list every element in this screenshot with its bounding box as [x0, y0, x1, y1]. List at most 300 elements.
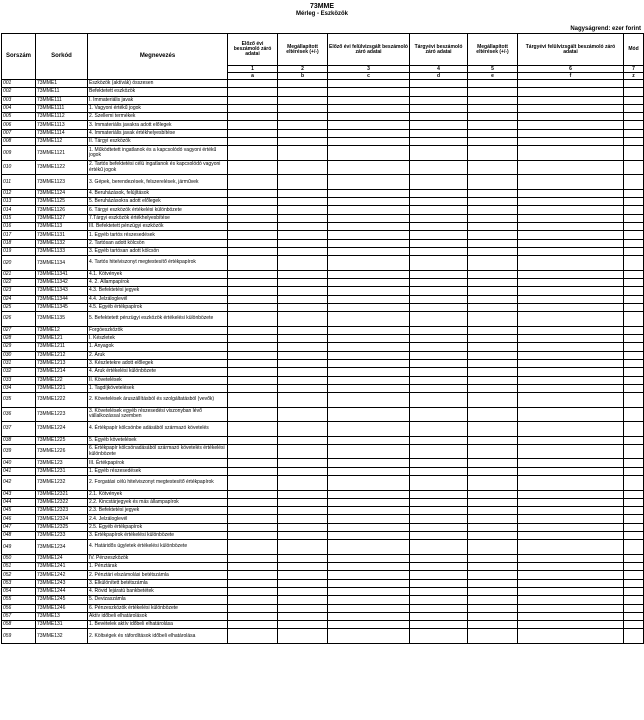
value-cell-col-4[interactable] [410, 96, 468, 104]
value-cell-col-5[interactable] [468, 621, 518, 629]
value-cell-col-5[interactable] [468, 563, 518, 571]
value-cell-col-6[interactable] [518, 376, 624, 384]
value-cell-col-3[interactable] [328, 571, 410, 579]
value-cell-col-1[interactable] [228, 368, 278, 376]
value-cell-col-4[interactable] [410, 270, 468, 278]
value-cell-col-4[interactable] [410, 587, 468, 595]
value-cell-col-4[interactable] [410, 239, 468, 247]
value-cell-col-5[interactable] [468, 422, 518, 437]
value-cell-col-4[interactable] [410, 498, 468, 506]
value-cell-col-4[interactable] [410, 121, 468, 129]
value-cell-col-3[interactable] [328, 223, 410, 231]
value-cell-col-2[interactable] [278, 198, 328, 206]
value-cell-col-2[interactable] [278, 239, 328, 247]
value-cell-col-5[interactable] [468, 223, 518, 231]
value-cell-col-7[interactable] [624, 295, 644, 303]
value-cell-col-3[interactable] [328, 563, 410, 571]
value-cell-col-3[interactable] [328, 523, 410, 531]
value-cell-col-4[interactable] [410, 295, 468, 303]
value-cell-col-6[interactable] [518, 287, 624, 295]
value-cell-col-4[interactable] [410, 604, 468, 612]
value-cell-col-5[interactable] [468, 88, 518, 96]
value-cell-col-5[interactable] [468, 629, 518, 644]
value-cell-col-2[interactable] [278, 231, 328, 239]
value-cell-col-3[interactable] [328, 476, 410, 491]
value-cell-col-6[interactable] [518, 146, 624, 161]
value-cell-col-2[interactable] [278, 80, 328, 88]
value-cell-col-3[interactable] [328, 359, 410, 367]
value-cell-col-7[interactable] [624, 80, 644, 88]
value-cell-col-6[interactable] [518, 587, 624, 595]
value-cell-col-4[interactable] [410, 407, 468, 422]
value-cell-col-6[interactable] [518, 459, 624, 467]
value-cell-col-2[interactable] [278, 189, 328, 197]
value-cell-col-7[interactable] [624, 96, 644, 104]
value-cell-col-2[interactable] [278, 604, 328, 612]
value-cell-col-5[interactable] [468, 507, 518, 515]
value-cell-col-4[interactable] [410, 113, 468, 121]
value-cell-col-2[interactable] [278, 351, 328, 359]
value-cell-col-1[interactable] [228, 198, 278, 206]
value-cell-col-7[interactable] [624, 531, 644, 539]
value-cell-col-2[interactable] [278, 476, 328, 491]
value-cell-col-6[interactable] [518, 113, 624, 121]
value-cell-col-3[interactable] [328, 175, 410, 190]
value-cell-col-1[interactable] [228, 531, 278, 539]
value-cell-col-6[interactable] [518, 223, 624, 231]
value-cell-col-2[interactable] [278, 376, 328, 384]
value-cell-col-5[interactable] [468, 287, 518, 295]
value-cell-col-3[interactable] [328, 113, 410, 121]
value-cell-col-4[interactable] [410, 612, 468, 620]
value-cell-col-6[interactable] [518, 121, 624, 129]
value-cell-col-2[interactable] [278, 459, 328, 467]
value-cell-col-1[interactable] [228, 231, 278, 239]
value-cell-col-4[interactable] [410, 80, 468, 88]
value-cell-col-2[interactable] [278, 531, 328, 539]
value-cell-col-2[interactable] [278, 160, 328, 175]
value-cell-col-1[interactable] [228, 247, 278, 255]
value-cell-col-5[interactable] [468, 206, 518, 214]
value-cell-col-3[interactable] [328, 384, 410, 392]
value-cell-col-4[interactable] [410, 138, 468, 146]
value-cell-col-7[interactable] [624, 326, 644, 334]
value-cell-col-1[interactable] [228, 303, 278, 311]
value-cell-col-3[interactable] [328, 104, 410, 112]
value-cell-col-5[interactable] [468, 295, 518, 303]
value-cell-col-2[interactable] [278, 113, 328, 121]
value-cell-col-7[interactable] [624, 436, 644, 444]
value-cell-col-4[interactable] [410, 214, 468, 222]
value-cell-col-1[interactable] [228, 189, 278, 197]
value-cell-col-4[interactable] [410, 104, 468, 112]
value-cell-col-6[interactable] [518, 239, 624, 247]
value-cell-col-2[interactable] [278, 554, 328, 562]
value-cell-col-1[interactable] [228, 436, 278, 444]
value-cell-col-3[interactable] [328, 214, 410, 222]
value-cell-col-6[interactable] [518, 507, 624, 515]
value-cell-col-7[interactable] [624, 407, 644, 422]
value-cell-col-3[interactable] [328, 604, 410, 612]
value-cell-col-1[interactable] [228, 113, 278, 121]
value-cell-col-2[interactable] [278, 96, 328, 104]
value-cell-col-5[interactable] [468, 312, 518, 327]
value-cell-col-2[interactable] [278, 303, 328, 311]
value-cell-col-5[interactable] [468, 138, 518, 146]
value-cell-col-3[interactable] [328, 287, 410, 295]
value-cell-col-2[interactable] [278, 563, 328, 571]
value-cell-col-5[interactable] [468, 270, 518, 278]
value-cell-col-5[interactable] [468, 554, 518, 562]
value-cell-col-7[interactable] [624, 160, 644, 175]
value-cell-col-1[interactable] [228, 515, 278, 523]
value-cell-col-3[interactable] [328, 515, 410, 523]
value-cell-col-7[interactable] [624, 498, 644, 506]
value-cell-col-2[interactable] [278, 206, 328, 214]
value-cell-col-2[interactable] [278, 256, 328, 271]
value-cell-col-6[interactable] [518, 444, 624, 459]
value-cell-col-5[interactable] [468, 476, 518, 491]
value-cell-col-1[interactable] [228, 444, 278, 459]
value-cell-col-5[interactable] [468, 393, 518, 408]
value-cell-col-7[interactable] [624, 376, 644, 384]
value-cell-col-4[interactable] [410, 312, 468, 327]
value-cell-col-1[interactable] [228, 498, 278, 506]
value-cell-col-7[interactable] [624, 312, 644, 327]
value-cell-col-4[interactable] [410, 376, 468, 384]
value-cell-col-6[interactable] [518, 104, 624, 112]
value-cell-col-4[interactable] [410, 160, 468, 175]
value-cell-col-7[interactable] [624, 507, 644, 515]
value-cell-col-1[interactable] [228, 407, 278, 422]
value-cell-col-1[interactable] [228, 384, 278, 392]
value-cell-col-4[interactable] [410, 579, 468, 587]
value-cell-col-7[interactable] [624, 359, 644, 367]
value-cell-col-4[interactable] [410, 335, 468, 343]
value-cell-col-4[interactable] [410, 198, 468, 206]
value-cell-col-6[interactable] [518, 368, 624, 376]
value-cell-col-1[interactable] [228, 287, 278, 295]
value-cell-col-1[interactable] [228, 393, 278, 408]
value-cell-col-6[interactable] [518, 270, 624, 278]
value-cell-col-6[interactable] [518, 198, 624, 206]
value-cell-col-3[interactable] [328, 121, 410, 129]
value-cell-col-3[interactable] [328, 138, 410, 146]
value-cell-col-7[interactable] [624, 198, 644, 206]
value-cell-col-1[interactable] [228, 206, 278, 214]
value-cell-col-2[interactable] [278, 223, 328, 231]
value-cell-col-3[interactable] [328, 507, 410, 515]
value-cell-col-6[interactable] [518, 531, 624, 539]
value-cell-col-4[interactable] [410, 351, 468, 359]
value-cell-col-6[interactable] [518, 295, 624, 303]
value-cell-col-2[interactable] [278, 343, 328, 351]
value-cell-col-7[interactable] [624, 287, 644, 295]
value-cell-col-7[interactable] [624, 621, 644, 629]
value-cell-col-7[interactable] [624, 343, 644, 351]
value-cell-col-4[interactable] [410, 507, 468, 515]
value-cell-col-3[interactable] [328, 554, 410, 562]
value-cell-col-3[interactable] [328, 579, 410, 587]
value-cell-col-6[interactable] [518, 563, 624, 571]
value-cell-col-6[interactable] [518, 540, 624, 555]
value-cell-col-7[interactable] [624, 515, 644, 523]
value-cell-col-5[interactable] [468, 436, 518, 444]
value-cell-col-7[interactable] [624, 247, 644, 255]
value-cell-col-3[interactable] [328, 88, 410, 96]
value-cell-col-7[interactable] [624, 214, 644, 222]
value-cell-col-2[interactable] [278, 138, 328, 146]
value-cell-col-7[interactable] [624, 587, 644, 595]
value-cell-col-7[interactable] [624, 612, 644, 620]
value-cell-col-5[interactable] [468, 96, 518, 104]
value-cell-col-5[interactable] [468, 256, 518, 271]
value-cell-col-1[interactable] [228, 604, 278, 612]
value-cell-col-5[interactable] [468, 459, 518, 467]
value-cell-col-2[interactable] [278, 88, 328, 96]
value-cell-col-5[interactable] [468, 596, 518, 604]
value-cell-col-6[interactable] [518, 351, 624, 359]
value-cell-col-4[interactable] [410, 596, 468, 604]
value-cell-col-3[interactable] [328, 189, 410, 197]
value-cell-col-4[interactable] [410, 629, 468, 644]
value-cell-col-7[interactable] [624, 146, 644, 161]
value-cell-col-3[interactable] [328, 393, 410, 408]
value-cell-col-3[interactable] [328, 326, 410, 334]
value-cell-col-4[interactable] [410, 467, 468, 475]
value-cell-col-4[interactable] [410, 231, 468, 239]
value-cell-col-7[interactable] [624, 223, 644, 231]
value-cell-col-3[interactable] [328, 531, 410, 539]
value-cell-col-2[interactable] [278, 523, 328, 531]
value-cell-col-4[interactable] [410, 523, 468, 531]
value-cell-col-7[interactable] [624, 256, 644, 271]
value-cell-col-1[interactable] [228, 256, 278, 271]
value-cell-col-3[interactable] [328, 444, 410, 459]
value-cell-col-6[interactable] [518, 554, 624, 562]
value-cell-col-4[interactable] [410, 247, 468, 255]
value-cell-col-4[interactable] [410, 175, 468, 190]
value-cell-col-1[interactable] [228, 343, 278, 351]
value-cell-col-1[interactable] [228, 146, 278, 161]
value-cell-col-1[interactable] [228, 571, 278, 579]
value-cell-col-5[interactable] [468, 247, 518, 255]
value-cell-col-1[interactable] [228, 467, 278, 475]
value-cell-col-7[interactable] [624, 138, 644, 146]
value-cell-col-2[interactable] [278, 287, 328, 295]
value-cell-col-1[interactable] [228, 335, 278, 343]
value-cell-col-5[interactable] [468, 351, 518, 359]
value-cell-col-1[interactable] [228, 579, 278, 587]
value-cell-col-6[interactable] [518, 335, 624, 343]
value-cell-col-7[interactable] [624, 422, 644, 437]
value-cell-col-3[interactable] [328, 540, 410, 555]
value-cell-col-4[interactable] [410, 436, 468, 444]
value-cell-col-5[interactable] [468, 612, 518, 620]
value-cell-col-2[interactable] [278, 359, 328, 367]
value-cell-col-2[interactable] [278, 335, 328, 343]
value-cell-col-5[interactable] [468, 80, 518, 88]
value-cell-col-5[interactable] [468, 515, 518, 523]
value-cell-col-3[interactable] [328, 239, 410, 247]
value-cell-col-4[interactable] [410, 189, 468, 197]
value-cell-col-2[interactable] [278, 214, 328, 222]
value-cell-col-6[interactable] [518, 80, 624, 88]
value-cell-col-4[interactable] [410, 88, 468, 96]
value-cell-col-1[interactable] [228, 422, 278, 437]
value-cell-col-1[interactable] [228, 629, 278, 644]
value-cell-col-4[interactable] [410, 571, 468, 579]
value-cell-col-6[interactable] [518, 129, 624, 137]
value-cell-col-5[interactable] [468, 175, 518, 190]
value-cell-col-7[interactable] [624, 104, 644, 112]
value-cell-col-7[interactable] [624, 579, 644, 587]
value-cell-col-1[interactable] [228, 523, 278, 531]
value-cell-col-6[interactable] [518, 490, 624, 498]
value-cell-col-6[interactable] [518, 579, 624, 587]
value-cell-col-3[interactable] [328, 587, 410, 595]
value-cell-col-3[interactable] [328, 498, 410, 506]
value-cell-col-5[interactable] [468, 121, 518, 129]
value-cell-col-3[interactable] [328, 376, 410, 384]
value-cell-col-7[interactable] [624, 540, 644, 555]
value-cell-col-4[interactable] [410, 540, 468, 555]
value-cell-col-6[interactable] [518, 422, 624, 437]
value-cell-col-3[interactable] [328, 146, 410, 161]
value-cell-col-6[interactable] [518, 160, 624, 175]
value-cell-col-2[interactable] [278, 621, 328, 629]
value-cell-col-6[interactable] [518, 206, 624, 214]
value-cell-col-1[interactable] [228, 554, 278, 562]
value-cell-col-3[interactable] [328, 368, 410, 376]
value-cell-col-2[interactable] [278, 540, 328, 555]
value-cell-col-7[interactable] [624, 563, 644, 571]
value-cell-col-1[interactable] [228, 612, 278, 620]
value-cell-col-1[interactable] [228, 279, 278, 287]
value-cell-col-6[interactable] [518, 436, 624, 444]
value-cell-col-6[interactable] [518, 343, 624, 351]
value-cell-col-7[interactable] [624, 368, 644, 376]
value-cell-col-1[interactable] [228, 239, 278, 247]
value-cell-col-3[interactable] [328, 490, 410, 498]
value-cell-col-5[interactable] [468, 359, 518, 367]
value-cell-col-1[interactable] [228, 121, 278, 129]
value-cell-col-6[interactable] [518, 214, 624, 222]
value-cell-col-2[interactable] [278, 587, 328, 595]
value-cell-col-6[interactable] [518, 629, 624, 644]
value-cell-col-5[interactable] [468, 540, 518, 555]
value-cell-col-2[interactable] [278, 515, 328, 523]
value-cell-col-2[interactable] [278, 444, 328, 459]
value-cell-col-5[interactable] [468, 231, 518, 239]
value-cell-col-3[interactable] [328, 129, 410, 137]
value-cell-col-1[interactable] [228, 326, 278, 334]
value-cell-col-2[interactable] [278, 146, 328, 161]
value-cell-col-5[interactable] [468, 239, 518, 247]
value-cell-col-6[interactable] [518, 476, 624, 491]
value-cell-col-5[interactable] [468, 531, 518, 539]
value-cell-col-5[interactable] [468, 189, 518, 197]
value-cell-col-1[interactable] [228, 563, 278, 571]
value-cell-col-2[interactable] [278, 121, 328, 129]
value-cell-col-4[interactable] [410, 393, 468, 408]
value-cell-col-5[interactable] [468, 444, 518, 459]
value-cell-col-2[interactable] [278, 368, 328, 376]
value-cell-col-4[interactable] [410, 384, 468, 392]
value-cell-col-4[interactable] [410, 206, 468, 214]
value-cell-col-6[interactable] [518, 384, 624, 392]
value-cell-col-1[interactable] [228, 351, 278, 359]
value-cell-col-7[interactable] [624, 231, 644, 239]
value-cell-col-1[interactable] [228, 376, 278, 384]
value-cell-col-2[interactable] [278, 384, 328, 392]
value-cell-col-1[interactable] [228, 129, 278, 137]
value-cell-col-5[interactable] [468, 384, 518, 392]
value-cell-col-3[interactable] [328, 312, 410, 327]
value-cell-col-5[interactable] [468, 303, 518, 311]
value-cell-col-6[interactable] [518, 604, 624, 612]
value-cell-col-5[interactable] [468, 604, 518, 612]
value-cell-col-5[interactable] [468, 579, 518, 587]
value-cell-col-1[interactable] [228, 596, 278, 604]
value-cell-col-6[interactable] [518, 467, 624, 475]
value-cell-col-3[interactable] [328, 160, 410, 175]
value-cell-col-7[interactable] [624, 335, 644, 343]
value-cell-col-4[interactable] [410, 256, 468, 271]
value-cell-col-2[interactable] [278, 629, 328, 644]
value-cell-col-6[interactable] [518, 621, 624, 629]
value-cell-col-7[interactable] [624, 554, 644, 562]
value-cell-col-6[interactable] [518, 88, 624, 96]
value-cell-col-7[interactable] [624, 175, 644, 190]
value-cell-col-6[interactable] [518, 312, 624, 327]
value-cell-col-7[interactable] [624, 604, 644, 612]
value-cell-col-1[interactable] [228, 476, 278, 491]
value-cell-col-1[interactable] [228, 80, 278, 88]
value-cell-col-5[interactable] [468, 160, 518, 175]
value-cell-col-7[interactable] [624, 121, 644, 129]
value-cell-col-3[interactable] [328, 295, 410, 303]
value-cell-col-6[interactable] [518, 407, 624, 422]
value-cell-col-7[interactable] [624, 459, 644, 467]
value-cell-col-2[interactable] [278, 279, 328, 287]
value-cell-col-1[interactable] [228, 587, 278, 595]
value-cell-col-2[interactable] [278, 507, 328, 515]
value-cell-col-3[interactable] [328, 459, 410, 467]
value-cell-col-3[interactable] [328, 467, 410, 475]
value-cell-col-7[interactable] [624, 113, 644, 121]
value-cell-col-4[interactable] [410, 476, 468, 491]
value-cell-col-3[interactable] [328, 343, 410, 351]
value-cell-col-7[interactable] [624, 571, 644, 579]
value-cell-col-7[interactable] [624, 303, 644, 311]
value-cell-col-7[interactable] [624, 88, 644, 96]
value-cell-col-2[interactable] [278, 270, 328, 278]
value-cell-col-6[interactable] [518, 96, 624, 104]
value-cell-col-6[interactable] [518, 326, 624, 334]
value-cell-col-2[interactable] [278, 596, 328, 604]
value-cell-col-5[interactable] [468, 146, 518, 161]
value-cell-col-6[interactable] [518, 571, 624, 579]
value-cell-col-5[interactable] [468, 587, 518, 595]
value-cell-col-2[interactable] [278, 579, 328, 587]
value-cell-col-7[interactable] [624, 490, 644, 498]
value-cell-col-1[interactable] [228, 490, 278, 498]
value-cell-col-5[interactable] [468, 113, 518, 121]
value-cell-col-5[interactable] [468, 407, 518, 422]
value-cell-col-4[interactable] [410, 515, 468, 523]
value-cell-col-3[interactable] [328, 247, 410, 255]
